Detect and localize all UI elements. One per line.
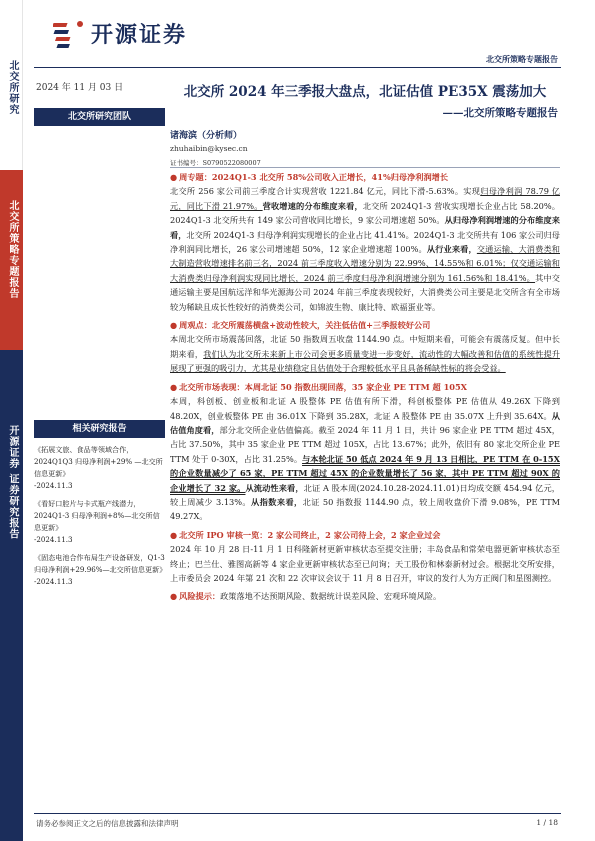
related-report-item[interactable] [34, 498, 165, 546]
body-text: 本周，科创板、创业板和北证 A 股整体 PE 估值有所下滑，科创板整体 PE 估值从 49.26X 下降到 48.20X，创业板整体 PE 由 36.01X 下降到 35.28X，北证 A 股整体 PE 由 35.07X 上升到 35.64X。 [170, 396, 560, 421]
brand-logo [53, 18, 187, 49]
report-body [170, 170, 560, 608]
footer-divider [34, 813, 561, 814]
sidebar-middle-label: 北交所策略专题报告 [7, 200, 18, 299]
report-title: 北交所 2024 年三季报大盘点，北证估值 PE35X 震荡加大 [183, 84, 547, 100]
body-text: 北证 50 指数报 1144.90 点，较上周收盘价下滑 9.08%，PE TTM 49.27X。 [170, 496, 560, 522]
analyst-cert: 证书编号：S0790522080007 [170, 159, 261, 167]
body-text: 本周北交所市场震荡回落，北证 50 指数周五收盘 1144.90 点。中短期来看，可能会有震荡反复。但中长期来看， [170, 334, 560, 359]
body-text-bold: 从归母净利润增速的分布维度来看， [170, 215, 560, 240]
section-heading-cont: 本周北证 50 指数出现回落，35 家企业 PE TTM 超 105X [244, 381, 468, 392]
team-label: 北交所研究团队 [34, 108, 165, 126]
section-heading: ● 北交所市场表现： [170, 382, 245, 392]
left-sidebar-strip [0, 0, 23, 841]
related-report-date: -2024.11.3 [34, 481, 73, 490]
body-text-bold: 营收增速的分布维度来看， [262, 200, 363, 211]
body-text-bold: 从流动性来看， [245, 482, 304, 493]
sidebar-top-label: 北交所研究 [7, 60, 18, 115]
related-reports-heading: 相关研究报告 [34, 420, 165, 438]
related-report-item[interactable] [34, 552, 165, 588]
header-divider [34, 67, 561, 68]
related-report-date: -2024.11.3 [34, 577, 73, 586]
sidebar-middle-block [0, 170, 23, 350]
section-ipo-review [170, 528, 560, 586]
section-heading: ● 北交所 IPO 审核一览：2 家公司终止，2 家公司待上会，2 家企业过会 [170, 530, 441, 540]
body-text: 北交所 2024Q1-3 归母净利润实现增长的企业占比 41.41%。2024Q1-3 北交所共有 106 家公司归母净利润同比增长，26 家公司增速超 50%，12 家企业增速超 100%。 [170, 229, 560, 255]
body-text: 交通运输、大消费类和大制造营收增速排名前三名，2024 前三季度收入增速分别为 22.99%、14.55%和 6.01%；仅交通运输和大消费类归母净利润实现同比增长，2024 前三季度归母净利润增速分别为 161.56%和 18.41%。 [170, 244, 560, 283]
sidebar-bottom-block [0, 350, 23, 841]
sidebar-top-block [0, 0, 23, 170]
body-text: 政策落地不达预期风险、数据统计误差风险、宏观环境风险。 [220, 591, 442, 602]
body-text: 其中交通运输主要是国航远洋和华光源海公司 2024 年前三季度表现较好，大消费类公司主要是北交所含有全市场较为稀缺且成长性较好的消费类公司，如锦波生物、康比特、欧福蛋业等。 [170, 272, 560, 312]
related-report-title[interactable]: 《固态电池合作布局生产设备研发，Q1-3 归母净利润+29.96%—北交所信息更新》 [34, 553, 167, 574]
report-date: 2024 年 11 月 03 日 [36, 83, 124, 93]
analyst-name: 诸海滨（分析师） [170, 131, 243, 141]
footer-disclaimer: 请务必参阅正文之后的信息披露和法律声明 [36, 819, 179, 828]
body-text-bold: 与本轮北证 50 低点 2024 年 9 月 13 日相比，PE TTM 在 0-15X 的企业数量减少了 65 家，PE TTM 超过 45X 的企业数量增长了 56 家，其中 PE TTM 超过 90X 的企业增长了 32 家。 [170, 453, 560, 493]
analyst-email[interactable]: zhuhaibin@kysec.cn [170, 144, 248, 153]
section-heading: ● 风险提示： [170, 591, 220, 601]
body-text-bold: 从行业来看， [426, 244, 477, 255]
report-type-header: 北交所策略专题报告 [486, 55, 558, 64]
body-text-bold: 从指数来看， [251, 496, 303, 507]
related-report-date: -2024.11.3 [34, 535, 73, 544]
section-weekly-view [170, 318, 560, 376]
logo-text: 开源证券 [91, 23, 188, 48]
body-text: 北交所 256 家公司前三季度合计实现营收 1221.84 亿元，同比下滑-5.63%。实现 [170, 186, 481, 197]
body-text: 部分北交所企业估值偏高。截至 2024 年 11 月 1 日，共计 96 家企业 PE TTM 超过 45X，占比 37.50%，其中 35 家企业 PE TTM 超过 105X，占比 13.67%；此外，依旧有 80 家北交所企业 PE TTM 处于 0-30X，占比 31.25%。 [170, 424, 560, 464]
section-market-performance [170, 380, 560, 524]
body-text: 我们认为北交所未来新上市公司会更多质量变进一步变好，流动性的大幅改善和估值的系统性提升展现了更强的吸引力，尤其是业绩稳定且估值处于合理較低水平且具备稀缺性标的将会受益。 [170, 348, 560, 374]
body-text: 归母净利润 78.79 亿元，同比下滑 21.97%。 [170, 186, 560, 211]
section-heading: ● 周观点：北交所震荡横盘+波动性较大，关注低估值+三季报较好公司 [170, 320, 430, 330]
body-text: 北证 A 股本周(2024.10.28-2024.11.01)日均成交额 454.94 亿元，较上周减少 3.13%。 [170, 482, 560, 507]
related-report-title[interactable]: 《拓展文旅、食品等领域合作，2024Q1Q3 归母净利润+29% —北交所信息更新》 [34, 445, 163, 478]
section-heading: ● 周专题：2024Q1-3 北交所 58%公司收入正增长，41%归母净利润增长 [170, 172, 448, 182]
logo-icon [53, 19, 85, 49]
related-report-title[interactable]: 《看好口腔片与卡式瓶产线潜力，2024Q1-3 归母净利润+8%—北交所信息更新》 [34, 499, 160, 532]
section-weekly-topic [170, 170, 560, 314]
report-subtitle: ——北交所策略专题报告 [442, 107, 558, 119]
body-text: 2024 年 10 月 28 日-11 月 1 日科隆新材更新审核状态至提交注册；丰岛食品和常荣电器更新审核状态至终止；巴兰仕、雅图高新等 4 家企业更新审核状态至已问询；天工股份和林泰新材过会。根据北交所安排，上市委员会 2024 年第 21 次和 22 次审议会议于 11 月 8 日召开，审议的发行人为方正阀门和星图测控。 [170, 544, 560, 583]
analyst-divider [170, 167, 560, 168]
section-risk [170, 589, 560, 603]
related-reports [34, 420, 165, 588]
body-text-bold: 从估值角度看， [170, 410, 560, 435]
related-report-item[interactable] [34, 444, 165, 492]
sidebar-bottom-label: 开源证券 证券研究报告 [7, 425, 18, 540]
body-text: 北交所 2024Q1-3 营收实现增长企业占比 58.20%。2024Q1-3 北交所共有 149 家公司营收同比增长，9 家公司增速超 50%。 [170, 200, 560, 226]
page-number: 1 / 18 [536, 818, 558, 827]
